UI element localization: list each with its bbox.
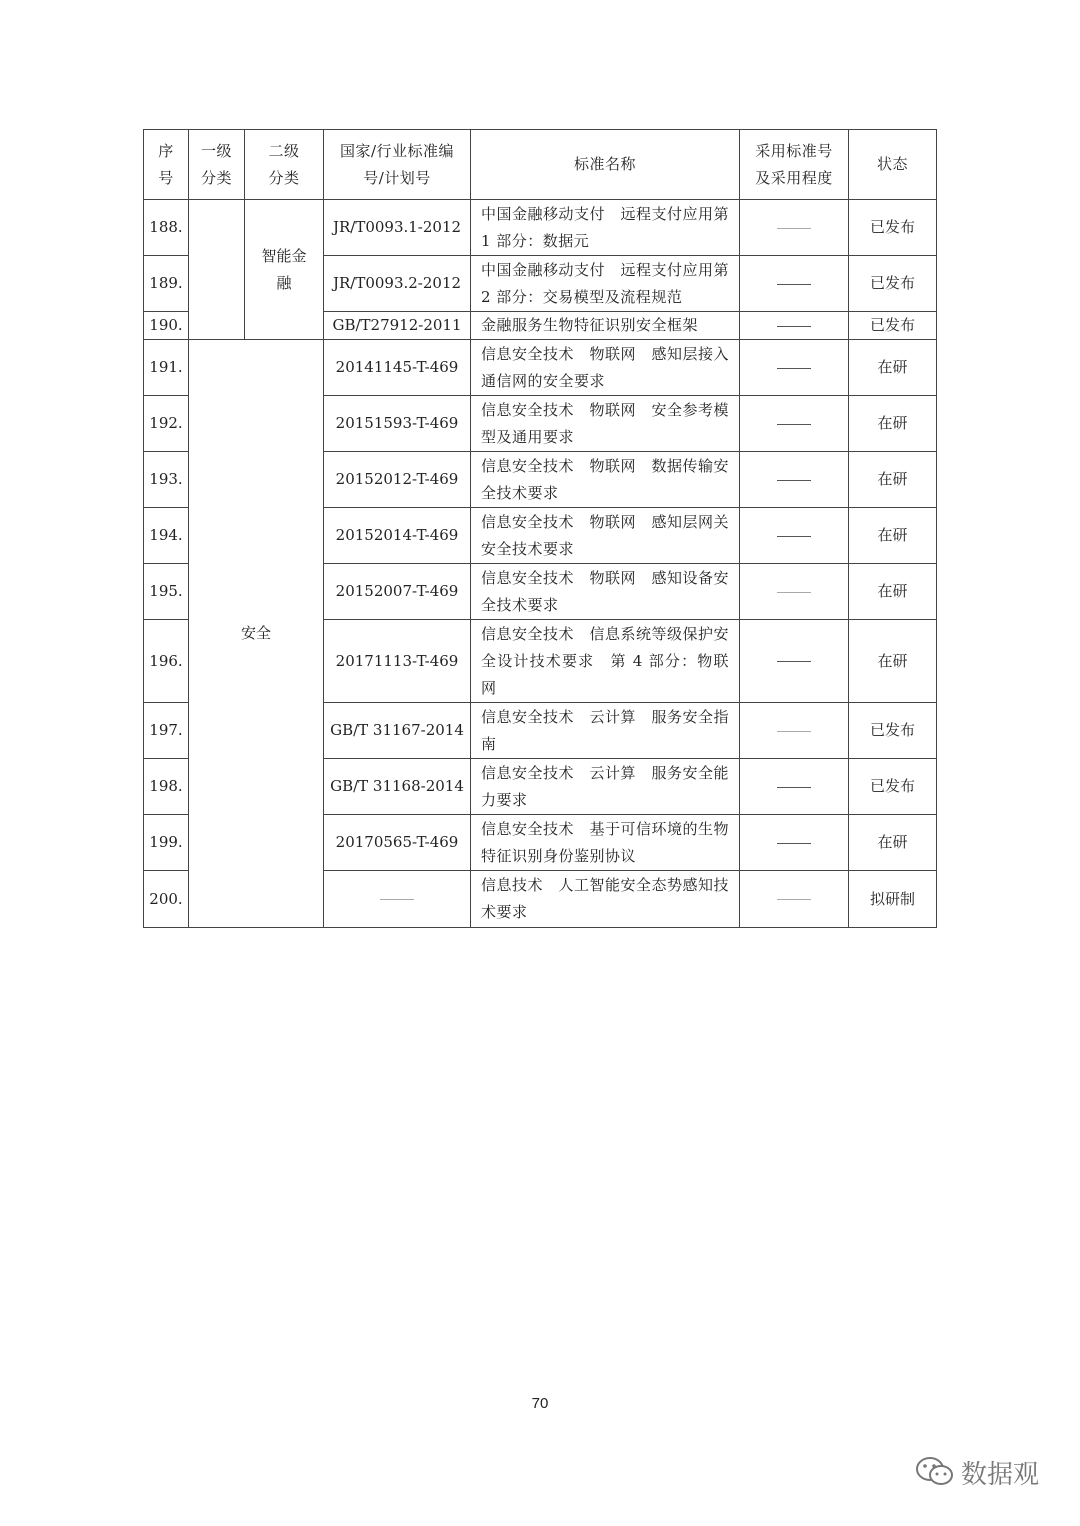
adopt-dash	[777, 424, 811, 425]
row-status: 已发布	[849, 256, 937, 312]
row-name: 信息安全技术 云计算 服务安全指南	[471, 703, 740, 759]
row-seq: 191.	[144, 340, 189, 396]
adopt-dash	[777, 899, 811, 900]
row-seq: 200.	[144, 871, 189, 928]
row-name: 信息安全技术 基于可信环境的生物特征识别身份鉴别协议	[471, 815, 740, 871]
row-adopt	[740, 564, 849, 620]
row-code: 20152007-T-469	[324, 564, 471, 620]
row-adopt	[740, 759, 849, 815]
row-name: 信息安全技术 云计算 服务安全能力要求	[471, 759, 740, 815]
row-adopt	[740, 815, 849, 871]
row-adopt	[740, 340, 849, 396]
row-status: 在研	[849, 620, 937, 703]
adopt-dash	[777, 661, 811, 662]
row-adopt	[740, 256, 849, 312]
adopt-dash	[777, 731, 811, 732]
row-seq: 196.	[144, 620, 189, 703]
table-header-row	[144, 130, 937, 200]
code-dash	[380, 899, 414, 900]
row-seq: 199.	[144, 815, 189, 871]
row-name: 信息安全技术 信息系统等级保护安全设计技术要求 第 4 部分：物联网	[471, 620, 740, 703]
row-status: 在研	[849, 508, 937, 564]
table-row	[144, 340, 937, 396]
row-code: JR/T0093.2-2012	[324, 256, 471, 312]
page-number: 70	[531, 1395, 549, 1412]
wechat-icon	[915, 1455, 955, 1489]
row-code: 20141145-T-469	[324, 340, 471, 396]
adopt-dash	[777, 326, 811, 327]
row-status: 拟研制	[849, 871, 937, 928]
row-name: 金融服务生物特征识别安全框架	[471, 312, 740, 340]
adopt-dash	[777, 592, 811, 593]
row-name: 中国金融移动支付 远程支付应用第 2 部分：交易模型及流程规范	[471, 256, 740, 312]
level1-cell-empty	[189, 200, 245, 340]
standards-table	[143, 129, 937, 928]
row-adopt	[740, 620, 849, 703]
adopt-dash	[777, 228, 811, 229]
watermark-text: 数据观	[961, 1459, 1040, 1490]
row-code: 20171113-T-469	[324, 620, 471, 703]
row-name: 信息安全技术 物联网 安全参考模型及通用要求	[471, 396, 740, 452]
row-code	[324, 871, 471, 928]
row-status: 在研	[849, 396, 937, 452]
row-seq: 189.	[144, 256, 189, 312]
row-adopt	[740, 396, 849, 452]
header-adopt: 采用标准号 及采用程度	[740, 130, 849, 200]
row-name: 信息安全技术 物联网 感知设备安全技术要求	[471, 564, 740, 620]
row-code: 20152012-T-469	[324, 452, 471, 508]
row-name: 信息安全技术 物联网 感知层接入通信网的安全要求	[471, 340, 740, 396]
row-code: 20170565-T-469	[324, 815, 471, 871]
header-level2: 二级 分类	[245, 130, 324, 200]
row-seq: 193.	[144, 452, 189, 508]
level2-group-smart-finance: 智能金 融	[245, 200, 324, 340]
row-name: 信息技术 人工智能安全态势感知技术要求	[471, 871, 740, 928]
row-adopt	[740, 200, 849, 256]
adopt-dash	[777, 284, 811, 285]
row-code: GB/T 31168-2014	[324, 759, 471, 815]
row-status: 在研	[849, 815, 937, 871]
row-adopt	[740, 703, 849, 759]
row-adopt	[740, 312, 849, 340]
adopt-dash	[777, 787, 811, 788]
table-row	[144, 200, 937, 256]
row-status: 在研	[849, 452, 937, 508]
row-name: 信息安全技术 物联网 数据传输安全技术要求	[471, 452, 740, 508]
row-code: GB/T27912-2011	[324, 312, 471, 340]
row-seq: 192.	[144, 396, 189, 452]
level1-group-security: 安全	[189, 340, 324, 928]
row-name: 信息安全技术 物联网 感知层网关安全技术要求	[471, 508, 740, 564]
adopt-dash	[777, 480, 811, 481]
header-seq: 序 号	[144, 130, 189, 200]
row-name: 中国金融移动支付 远程支付应用第 1 部分：数据元	[471, 200, 740, 256]
header-level1: 一级 分类	[189, 130, 245, 200]
row-adopt	[740, 508, 849, 564]
row-seq: 190.	[144, 312, 189, 340]
row-status: 已发布	[849, 703, 937, 759]
row-seq: 195.	[144, 564, 189, 620]
row-code: 20152014-T-469	[324, 508, 471, 564]
watermark	[915, 1452, 1039, 1492]
header-name: 标准名称	[471, 130, 740, 200]
adopt-dash	[777, 536, 811, 537]
adopt-dash	[777, 368, 811, 369]
row-code: GB/T 31167-2014	[324, 703, 471, 759]
header-status: 状态	[849, 130, 937, 200]
row-status: 在研	[849, 340, 937, 396]
row-seq: 198.	[144, 759, 189, 815]
row-code: JR/T0093.1-2012	[324, 200, 471, 256]
header-code: 国家/行业标准编 号/计划号	[324, 130, 471, 200]
adopt-dash	[777, 843, 811, 844]
row-seq: 188.	[144, 200, 189, 256]
row-status: 已发布	[849, 759, 937, 815]
row-status: 已发布	[849, 312, 937, 340]
row-adopt	[740, 452, 849, 508]
row-status: 在研	[849, 564, 937, 620]
row-status: 已发布	[849, 200, 937, 256]
row-adopt	[740, 871, 849, 928]
row-seq: 197.	[144, 703, 189, 759]
row-seq: 194.	[144, 508, 189, 564]
row-code: 20151593-T-469	[324, 396, 471, 452]
